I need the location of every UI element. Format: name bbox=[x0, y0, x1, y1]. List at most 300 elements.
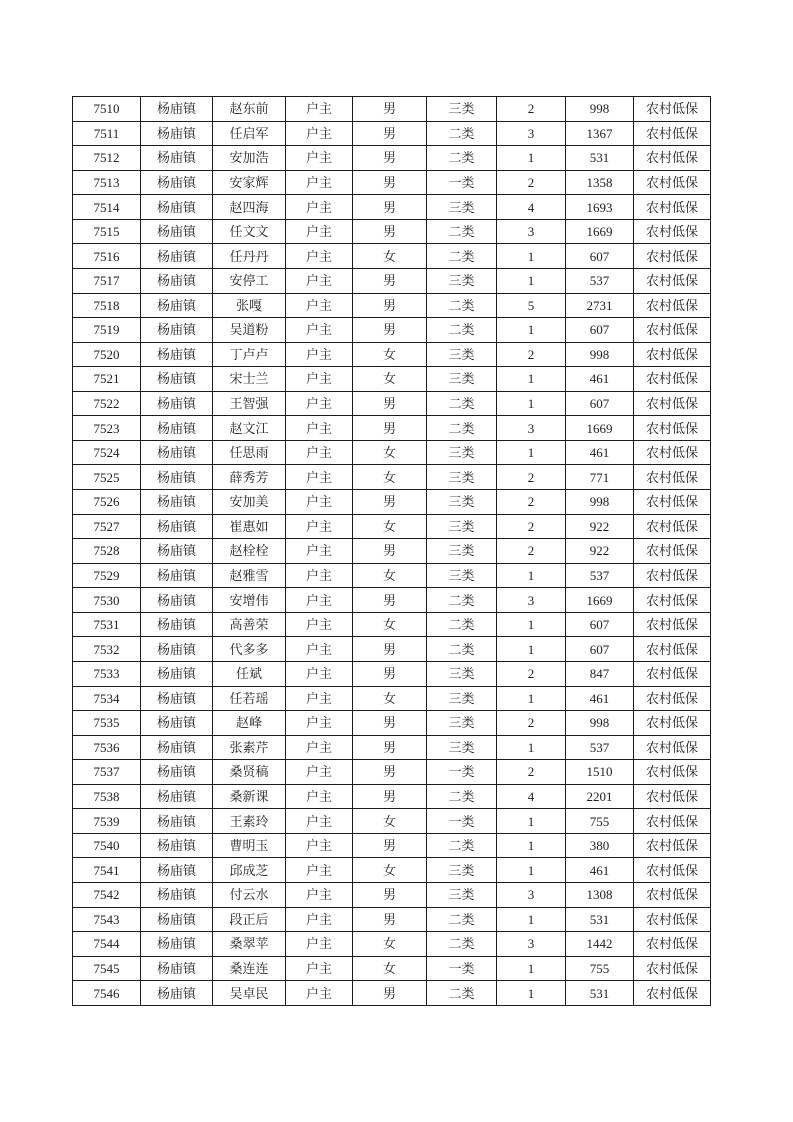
table-cell: 531 bbox=[566, 907, 634, 932]
table-cell: 男 bbox=[353, 195, 427, 220]
table-cell: 607 bbox=[566, 612, 634, 637]
table-cell: 二类 bbox=[427, 146, 497, 171]
table-cell: 二类 bbox=[427, 219, 497, 244]
table-row bbox=[73, 342, 711, 367]
table-cell: 赵东前 bbox=[213, 97, 286, 122]
table-cell: 1442 bbox=[566, 932, 634, 957]
table-row bbox=[73, 809, 711, 834]
table-cell: 7536 bbox=[73, 735, 141, 760]
table-cell: 邱成芝 bbox=[213, 858, 286, 883]
table-cell: 三类 bbox=[427, 711, 497, 736]
table-cell: 女 bbox=[353, 686, 427, 711]
table-cell: 杨庙镇 bbox=[141, 440, 213, 465]
table-cell: 7526 bbox=[73, 490, 141, 515]
table-cell: 847 bbox=[566, 661, 634, 686]
table-cell: 杨庙镇 bbox=[141, 146, 213, 171]
table-cell: 曹明玉 bbox=[213, 833, 286, 858]
table-cell: 7543 bbox=[73, 907, 141, 932]
table-cell: 二类 bbox=[427, 833, 497, 858]
table-cell: 1510 bbox=[566, 760, 634, 785]
table-cell: 薛秀芳 bbox=[213, 465, 286, 490]
table-cell: 531 bbox=[566, 981, 634, 1006]
table-cell: 农村低保 bbox=[634, 268, 711, 293]
table-cell: 段正后 bbox=[213, 907, 286, 932]
table-cell: 607 bbox=[566, 318, 634, 343]
table-cell: 7539 bbox=[73, 809, 141, 834]
table-cell: 2 bbox=[497, 170, 566, 195]
table-cell: 3 bbox=[497, 932, 566, 957]
table-cell: 安停工 bbox=[213, 268, 286, 293]
table-cell: 2 bbox=[497, 661, 566, 686]
table-cell: 任启军 bbox=[213, 121, 286, 146]
table-cell: 7535 bbox=[73, 711, 141, 736]
table-cell: 杨庙镇 bbox=[141, 416, 213, 441]
table-cell: 农村低保 bbox=[634, 342, 711, 367]
table-cell: 杨庙镇 bbox=[141, 97, 213, 122]
table-cell: 户主 bbox=[286, 440, 353, 465]
table-row bbox=[73, 244, 711, 269]
table-row bbox=[73, 416, 711, 441]
table-cell: 1 bbox=[497, 858, 566, 883]
table-cell: 户主 bbox=[286, 588, 353, 613]
table-cell: 男 bbox=[353, 490, 427, 515]
table-cell: 任斌 bbox=[213, 661, 286, 686]
table-cell: 女 bbox=[353, 514, 427, 539]
table-cell: 丁卢卢 bbox=[213, 342, 286, 367]
table-cell: 户主 bbox=[286, 661, 353, 686]
table-cell: 3 bbox=[497, 416, 566, 441]
table-cell: 7546 bbox=[73, 981, 141, 1006]
table-row bbox=[73, 981, 711, 1006]
table-cell: 杨庙镇 bbox=[141, 490, 213, 515]
table-cell: 女 bbox=[353, 809, 427, 834]
table-cell: 7530 bbox=[73, 588, 141, 613]
table-cell: 男 bbox=[353, 833, 427, 858]
table-row bbox=[73, 293, 711, 318]
table-cell: 男 bbox=[353, 318, 427, 343]
table-row bbox=[73, 440, 711, 465]
table-cell: 农村低保 bbox=[634, 490, 711, 515]
table-row bbox=[73, 833, 711, 858]
table-cell: 771 bbox=[566, 465, 634, 490]
table-cell: 7525 bbox=[73, 465, 141, 490]
table-cell: 2 bbox=[497, 342, 566, 367]
table-cell: 男 bbox=[353, 981, 427, 1006]
table-cell: 3 bbox=[497, 588, 566, 613]
table-cell: 1 bbox=[497, 637, 566, 662]
table-cell: 一类 bbox=[427, 809, 497, 834]
table-cell: 1 bbox=[497, 268, 566, 293]
table-cell: 安加美 bbox=[213, 490, 286, 515]
table-cell: 2 bbox=[497, 760, 566, 785]
table-cell: 农村低保 bbox=[634, 293, 711, 318]
table-cell: 7518 bbox=[73, 293, 141, 318]
table-cell: 1 bbox=[497, 686, 566, 711]
table-cell: 女 bbox=[353, 932, 427, 957]
table-row bbox=[73, 907, 711, 932]
table-cell: 户主 bbox=[286, 97, 353, 122]
table-cell: 461 bbox=[566, 440, 634, 465]
table-cell: 户主 bbox=[286, 391, 353, 416]
table-cell: 桑翠苹 bbox=[213, 932, 286, 957]
table-cell: 户主 bbox=[286, 219, 353, 244]
table-cell: 男 bbox=[353, 416, 427, 441]
table-cell: 男 bbox=[353, 391, 427, 416]
table-cell: 户主 bbox=[286, 981, 353, 1006]
table-cell: 农村低保 bbox=[634, 956, 711, 981]
table-cell: 户主 bbox=[286, 711, 353, 736]
table-cell: 3 bbox=[497, 883, 566, 908]
table-cell: 7544 bbox=[73, 932, 141, 957]
table-cell: 男 bbox=[353, 661, 427, 686]
table-row bbox=[73, 637, 711, 662]
table-cell: 农村低保 bbox=[634, 514, 711, 539]
table-cell: 杨庙镇 bbox=[141, 883, 213, 908]
table-row bbox=[73, 858, 711, 883]
table-cell: 7534 bbox=[73, 686, 141, 711]
table-cell: 杨庙镇 bbox=[141, 244, 213, 269]
table-cell: 桑新课 bbox=[213, 784, 286, 809]
table-cell: 2 bbox=[497, 514, 566, 539]
table-cell: 杨庙镇 bbox=[141, 956, 213, 981]
table-row bbox=[73, 121, 711, 146]
table-cell: 7512 bbox=[73, 146, 141, 171]
table-row bbox=[73, 514, 711, 539]
table-row bbox=[73, 97, 711, 122]
table-cell: 杨庙镇 bbox=[141, 809, 213, 834]
table-cell: 赵四海 bbox=[213, 195, 286, 220]
table-cell: 1 bbox=[497, 244, 566, 269]
table-row bbox=[73, 661, 711, 686]
table-cell: 户主 bbox=[286, 858, 353, 883]
table-row bbox=[73, 490, 711, 515]
table-cell: 1 bbox=[497, 612, 566, 637]
table-cell: 三类 bbox=[427, 195, 497, 220]
table-cell: 三类 bbox=[427, 268, 497, 293]
table-cell: 7537 bbox=[73, 760, 141, 785]
table-cell: 户主 bbox=[286, 760, 353, 785]
table-cell: 农村低保 bbox=[634, 440, 711, 465]
table-cell: 杨庙镇 bbox=[141, 833, 213, 858]
table-cell: 安增伟 bbox=[213, 588, 286, 613]
table-cell: 安家辉 bbox=[213, 170, 286, 195]
table-cell: 二类 bbox=[427, 932, 497, 957]
table-cell: 1308 bbox=[566, 883, 634, 908]
table-cell: 607 bbox=[566, 637, 634, 662]
table-cell: 农村低保 bbox=[634, 121, 711, 146]
table-cell: 农村低保 bbox=[634, 833, 711, 858]
table-cell: 男 bbox=[353, 539, 427, 564]
table-cell: 农村低保 bbox=[634, 465, 711, 490]
table-cell: 1 bbox=[497, 907, 566, 932]
table-row bbox=[73, 539, 711, 564]
table-cell: 922 bbox=[566, 514, 634, 539]
table-cell: 农村低保 bbox=[634, 760, 711, 785]
table-cell: 7517 bbox=[73, 268, 141, 293]
table-cell: 吴卓民 bbox=[213, 981, 286, 1006]
table-cell: 1358 bbox=[566, 170, 634, 195]
table-cell: 杨庙镇 bbox=[141, 219, 213, 244]
table-cell: 杨庙镇 bbox=[141, 342, 213, 367]
table-cell: 7520 bbox=[73, 342, 141, 367]
table-cell: 1367 bbox=[566, 121, 634, 146]
table-cell: 赵雅雪 bbox=[213, 563, 286, 588]
table-row bbox=[73, 268, 711, 293]
table-row bbox=[73, 760, 711, 785]
table-cell: 二类 bbox=[427, 784, 497, 809]
table-cell: 998 bbox=[566, 342, 634, 367]
table-row bbox=[73, 465, 711, 490]
table-cell: 1 bbox=[497, 391, 566, 416]
table-cell: 户主 bbox=[286, 416, 353, 441]
table-cell: 二类 bbox=[427, 293, 497, 318]
table-cell: 户主 bbox=[286, 956, 353, 981]
table-cell: 农村低保 bbox=[634, 711, 711, 736]
table-cell: 安加浩 bbox=[213, 146, 286, 171]
table-cell: 杨庙镇 bbox=[141, 170, 213, 195]
table-cell: 农村低保 bbox=[634, 612, 711, 637]
table-cell: 户主 bbox=[286, 833, 353, 858]
table-cell: 杨庙镇 bbox=[141, 735, 213, 760]
table-row bbox=[73, 195, 711, 220]
table-cell: 一类 bbox=[427, 760, 497, 785]
table-cell: 张嘎 bbox=[213, 293, 286, 318]
table-cell: 380 bbox=[566, 833, 634, 858]
table-cell: 7529 bbox=[73, 563, 141, 588]
table-cell: 男 bbox=[353, 170, 427, 195]
table-cell: 4 bbox=[497, 784, 566, 809]
table-cell: 3 bbox=[497, 219, 566, 244]
table-cell: 农村低保 bbox=[634, 146, 711, 171]
table-row bbox=[73, 219, 711, 244]
table-row bbox=[73, 686, 711, 711]
table-cell: 杨庙镇 bbox=[141, 661, 213, 686]
table-cell: 户主 bbox=[286, 146, 353, 171]
table-cell: 杨庙镇 bbox=[141, 637, 213, 662]
table-cell: 户主 bbox=[286, 784, 353, 809]
table-cell: 男 bbox=[353, 637, 427, 662]
table-cell: 农村低保 bbox=[634, 907, 711, 932]
table-cell: 三类 bbox=[427, 367, 497, 392]
table-row bbox=[73, 711, 711, 736]
table-cell: 杨庙镇 bbox=[141, 293, 213, 318]
table-cell: 二类 bbox=[427, 612, 497, 637]
table-cell: 537 bbox=[566, 563, 634, 588]
table-cell: 三类 bbox=[427, 563, 497, 588]
table-cell: 户主 bbox=[286, 514, 353, 539]
table-cell: 女 bbox=[353, 858, 427, 883]
table-cell: 赵栓栓 bbox=[213, 539, 286, 564]
table-cell: 7523 bbox=[73, 416, 141, 441]
table-cell: 杨庙镇 bbox=[141, 268, 213, 293]
table-cell: 户主 bbox=[286, 244, 353, 269]
table-cell: 农村低保 bbox=[634, 735, 711, 760]
table-cell: 1 bbox=[497, 440, 566, 465]
table-cell: 杨庙镇 bbox=[141, 612, 213, 637]
table-cell: 户主 bbox=[286, 318, 353, 343]
table-cell: 王智强 bbox=[213, 391, 286, 416]
table-cell: 农村低保 bbox=[634, 367, 711, 392]
table-cell: 农村低保 bbox=[634, 661, 711, 686]
table-cell: 7532 bbox=[73, 637, 141, 662]
table-cell: 杨庙镇 bbox=[141, 318, 213, 343]
table-cell: 男 bbox=[353, 711, 427, 736]
table-cell: 杨庙镇 bbox=[141, 858, 213, 883]
table-cell: 桑连连 bbox=[213, 956, 286, 981]
table-cell: 三类 bbox=[427, 342, 497, 367]
table-cell: 高善荣 bbox=[213, 612, 286, 637]
table-cell: 赵峰 bbox=[213, 711, 286, 736]
table-cell: 1693 bbox=[566, 195, 634, 220]
table-cell: 宋士兰 bbox=[213, 367, 286, 392]
table-cell: 三类 bbox=[427, 735, 497, 760]
table-cell: 537 bbox=[566, 268, 634, 293]
table-cell: 998 bbox=[566, 97, 634, 122]
table-cell: 7541 bbox=[73, 858, 141, 883]
table-cell: 7524 bbox=[73, 440, 141, 465]
table-cell: 农村低保 bbox=[634, 416, 711, 441]
table-cell: 杨庙镇 bbox=[141, 539, 213, 564]
table-cell: 农村低保 bbox=[634, 244, 711, 269]
table-cell: 户主 bbox=[286, 932, 353, 957]
table-cell: 三类 bbox=[427, 490, 497, 515]
table-cell: 461 bbox=[566, 686, 634, 711]
table-row bbox=[73, 956, 711, 981]
table-cell: 男 bbox=[353, 268, 427, 293]
table-cell: 农村低保 bbox=[634, 981, 711, 1006]
table-cell: 户主 bbox=[286, 195, 353, 220]
table-cell: 7545 bbox=[73, 956, 141, 981]
table-cell: 三类 bbox=[427, 686, 497, 711]
table-cell: 杨庙镇 bbox=[141, 514, 213, 539]
table-cell: 户主 bbox=[286, 293, 353, 318]
table-cell: 1 bbox=[497, 318, 566, 343]
table-cell: 吴道粉 bbox=[213, 318, 286, 343]
table-cell: 三类 bbox=[427, 883, 497, 908]
table-cell: 7519 bbox=[73, 318, 141, 343]
table-cell: 2 bbox=[497, 711, 566, 736]
table-cell: 女 bbox=[353, 440, 427, 465]
table-cell: 杨庙镇 bbox=[141, 711, 213, 736]
table-cell: 607 bbox=[566, 391, 634, 416]
table-cell: 461 bbox=[566, 858, 634, 883]
table-cell: 三类 bbox=[427, 539, 497, 564]
table-cell: 一类 bbox=[427, 170, 497, 195]
table-cell: 537 bbox=[566, 735, 634, 760]
table-cell: 农村低保 bbox=[634, 539, 711, 564]
table-cell: 二类 bbox=[427, 981, 497, 1006]
table-cell: 杨庙镇 bbox=[141, 563, 213, 588]
table-cell: 桑贤稿 bbox=[213, 760, 286, 785]
table-cell: 农村低保 bbox=[634, 588, 711, 613]
table-row bbox=[73, 735, 711, 760]
table-cell: 女 bbox=[353, 367, 427, 392]
table-cell: 二类 bbox=[427, 121, 497, 146]
table-cell: 农村低保 bbox=[634, 318, 711, 343]
records-table-body bbox=[73, 97, 711, 1006]
table-cell: 三类 bbox=[427, 97, 497, 122]
table-cell: 2 bbox=[497, 97, 566, 122]
table-cell: 户主 bbox=[286, 490, 353, 515]
table-cell: 杨庙镇 bbox=[141, 932, 213, 957]
table-cell: 女 bbox=[353, 342, 427, 367]
table-cell: 男 bbox=[353, 293, 427, 318]
table-cell: 7515 bbox=[73, 219, 141, 244]
table-cell: 户主 bbox=[286, 465, 353, 490]
table-cell: 户主 bbox=[286, 809, 353, 834]
table-row bbox=[73, 612, 711, 637]
table-cell: 3 bbox=[497, 121, 566, 146]
table-cell: 代多多 bbox=[213, 637, 286, 662]
table-row bbox=[73, 784, 711, 809]
table-cell: 户主 bbox=[286, 637, 353, 662]
table-cell: 998 bbox=[566, 711, 634, 736]
table-row bbox=[73, 563, 711, 588]
table-cell: 二类 bbox=[427, 244, 497, 269]
table-cell: 任思雨 bbox=[213, 440, 286, 465]
table-cell: 户主 bbox=[286, 612, 353, 637]
table-cell: 531 bbox=[566, 146, 634, 171]
table-cell: 户主 bbox=[286, 883, 353, 908]
table-cell: 7538 bbox=[73, 784, 141, 809]
table-cell: 7531 bbox=[73, 612, 141, 637]
table-cell: 922 bbox=[566, 539, 634, 564]
table-row bbox=[73, 588, 711, 613]
table-cell: 4 bbox=[497, 195, 566, 220]
table-cell: 755 bbox=[566, 956, 634, 981]
table-cell: 杨庙镇 bbox=[141, 391, 213, 416]
table-cell: 7527 bbox=[73, 514, 141, 539]
table-cell: 7514 bbox=[73, 195, 141, 220]
table-cell: 女 bbox=[353, 244, 427, 269]
table-cell: 农村低保 bbox=[634, 391, 711, 416]
table-cell: 杨庙镇 bbox=[141, 981, 213, 1006]
table-cell: 杨庙镇 bbox=[141, 686, 213, 711]
table-cell: 7513 bbox=[73, 170, 141, 195]
table-cell: 户主 bbox=[286, 686, 353, 711]
table-cell: 户主 bbox=[286, 170, 353, 195]
records-table bbox=[72, 96, 711, 1006]
table-cell: 农村低保 bbox=[634, 883, 711, 908]
table-cell: 杨庙镇 bbox=[141, 195, 213, 220]
table-cell: 任若瑶 bbox=[213, 686, 286, 711]
table-cell: 男 bbox=[353, 883, 427, 908]
table-cell: 2 bbox=[497, 465, 566, 490]
table-cell: 户主 bbox=[286, 563, 353, 588]
table-cell: 5 bbox=[497, 293, 566, 318]
table-cell: 2 bbox=[497, 539, 566, 564]
table-row bbox=[73, 391, 711, 416]
table-row bbox=[73, 146, 711, 171]
table-cell: 1 bbox=[497, 146, 566, 171]
table-cell: 二类 bbox=[427, 907, 497, 932]
table-cell: 女 bbox=[353, 612, 427, 637]
table-cell: 男 bbox=[353, 97, 427, 122]
table-cell: 农村低保 bbox=[634, 195, 711, 220]
table-cell: 7540 bbox=[73, 833, 141, 858]
table-cell: 农村低保 bbox=[634, 97, 711, 122]
table-cell: 女 bbox=[353, 563, 427, 588]
table-cell: 男 bbox=[353, 784, 427, 809]
table-cell: 户主 bbox=[286, 121, 353, 146]
table-cell: 7533 bbox=[73, 661, 141, 686]
table-cell: 赵文江 bbox=[213, 416, 286, 441]
table-cell: 2201 bbox=[566, 784, 634, 809]
table-cell: 农村低保 bbox=[634, 219, 711, 244]
table-cell: 7521 bbox=[73, 367, 141, 392]
table-cell: 1669 bbox=[566, 416, 634, 441]
table-cell: 任文文 bbox=[213, 219, 286, 244]
